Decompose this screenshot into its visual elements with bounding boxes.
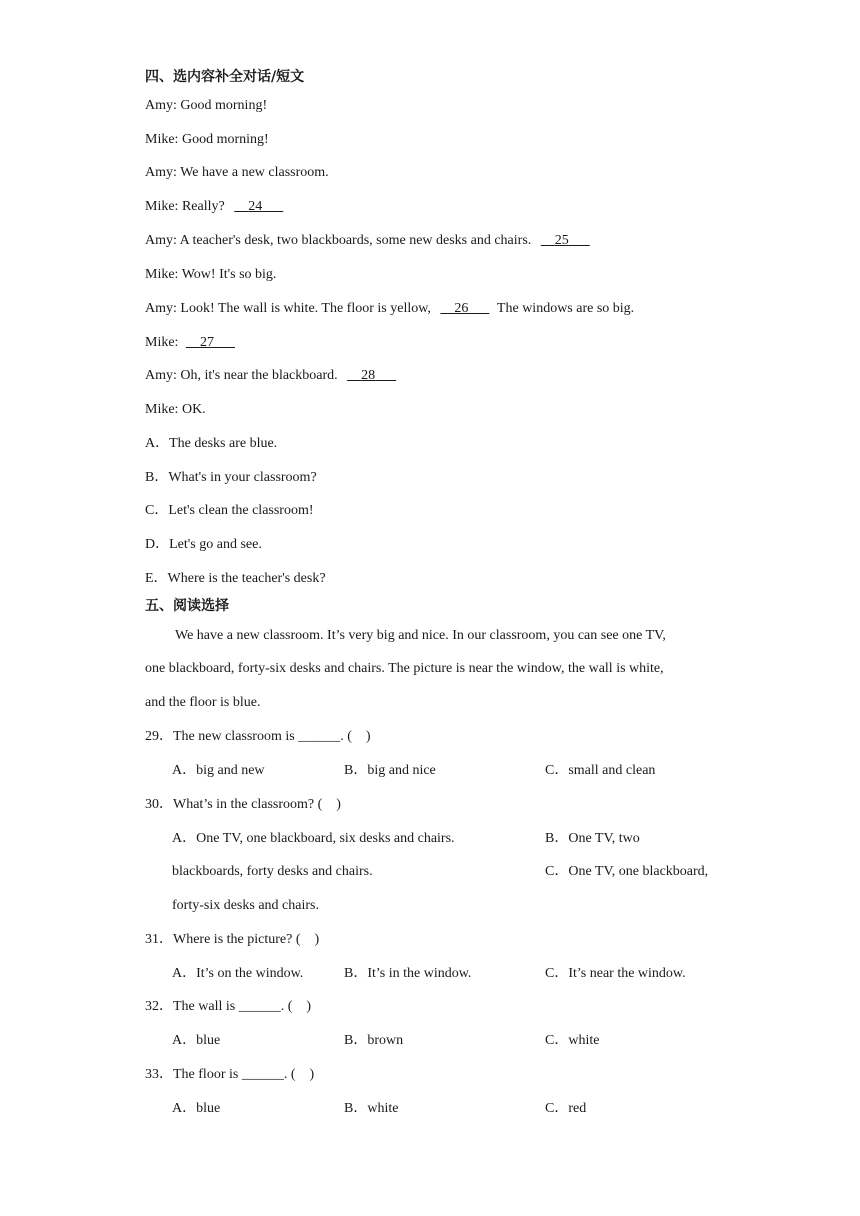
line-text: A teacher's desk, two blackboards, some new desks and chairs. [179,233,532,248]
dialogue-line [145,367,396,385]
question-30: 30．What’s in the classroom? ( ) [145,797,341,812]
q31-option-c[interactable]: C．It’s near the window. [545,966,686,981]
question-32: 32．The wall is ______. ( ) [145,999,312,1014]
q31-option-b[interactable]: B．It’s in the window. [344,966,472,981]
q29-option-b[interactable]: B．big and nice [344,763,436,778]
dialogue-line [145,401,206,419]
line-text: We have a new classroom. [180,165,329,180]
dialogue-line [145,131,269,149]
answer-blank-24[interactable]: 24 [248,199,263,214]
question-31: 31．Where is the picture? ( ) [145,932,320,947]
answer-blank-27[interactable]: 27 [199,335,214,350]
speaker: Mike: [145,267,179,282]
dialogue-line [145,164,329,182]
line-text-after: The windows are so big. [496,301,635,316]
speaker: Mike: [145,199,179,214]
line-text: OK. [181,402,206,417]
speaker: Amy: [145,98,177,113]
answer-blank-25[interactable]: 25 [554,233,569,248]
dialogue-line [145,300,634,318]
q32-option-c[interactable]: C．white [545,1033,600,1048]
line-text: Wow! It's so big. [181,267,277,282]
passage-line: one blackboard, forty-six desks and chairs. The picture is near the window, the wall is white, [145,661,664,676]
option-a: A．The desks are blue. [145,436,278,451]
option-b: B．What's in your classroom? [145,470,317,485]
option-e: E．Where is the teacher's desk? [145,571,326,586]
q33-option-b[interactable]: B．white [344,1101,399,1116]
option-c: C．Let's clean the classroom! [145,503,314,518]
section-4-heading: 四、选内容补全对话/短文 [145,69,305,85]
speaker: Amy: [145,301,177,316]
dialogue-line [145,97,267,115]
option-d: D．Let's go and see. [145,537,262,552]
speaker: Amy: [145,233,177,248]
speaker: Amy: [145,368,177,383]
q31-option-a[interactable]: A．It’s on the window. [172,966,304,981]
q30-option-b[interactable]: B．One TV, two [545,831,640,846]
q30-option-b-cont: blackboards, forty desks and chairs. [172,864,373,879]
q32-option-a[interactable]: A．blue [172,1033,221,1048]
q32-option-b[interactable]: B．brown [344,1033,404,1048]
speaker: Mike: [145,132,179,147]
dialogue-line [145,232,590,250]
line-text: Look! The wall is white. The floor is yellow, [180,301,431,316]
line-text: Oh, it's near the blackboard. [180,368,338,383]
q29-option-c[interactable]: C．small and clean [545,763,656,778]
question-33: 33．The floor is ______. ( ) [145,1067,315,1082]
q30-option-a[interactable]: A．One TV, one blackboard, six desks and chairs. [172,831,455,846]
line-text: Good morning! [180,98,268,113]
line-text: Good morning! [181,132,269,147]
q33-option-a[interactable]: A．blue [172,1101,221,1116]
q29-option-a[interactable]: A．big and new [172,763,265,778]
section-5-heading: 五、阅读选择 [145,598,229,614]
speaker: Amy: [145,165,177,180]
answer-blank-28[interactable]: 28 [361,368,376,383]
answer-blank-26[interactable]: 26 [454,301,469,316]
q30-option-c-cont: forty-six desks and chairs. [172,898,319,913]
q30-option-c[interactable]: C．One TV, one blackboard, [545,864,709,879]
passage-line: We have a new classroom. It’s very big and nice. In our classroom, you can see one TV, [175,628,666,643]
dialogue-line [145,334,235,352]
passage-line: and the floor is blue. [145,695,261,710]
speaker: Mike: [145,402,179,417]
dialogue-line [145,198,283,216]
q33-option-c[interactable]: C．red [545,1101,587,1116]
dialogue-line [145,266,276,284]
question-29: 29．The new classroom is ______. ( ) [145,729,371,744]
line-text: Really? [181,199,225,214]
speaker: Mike: [145,335,179,350]
